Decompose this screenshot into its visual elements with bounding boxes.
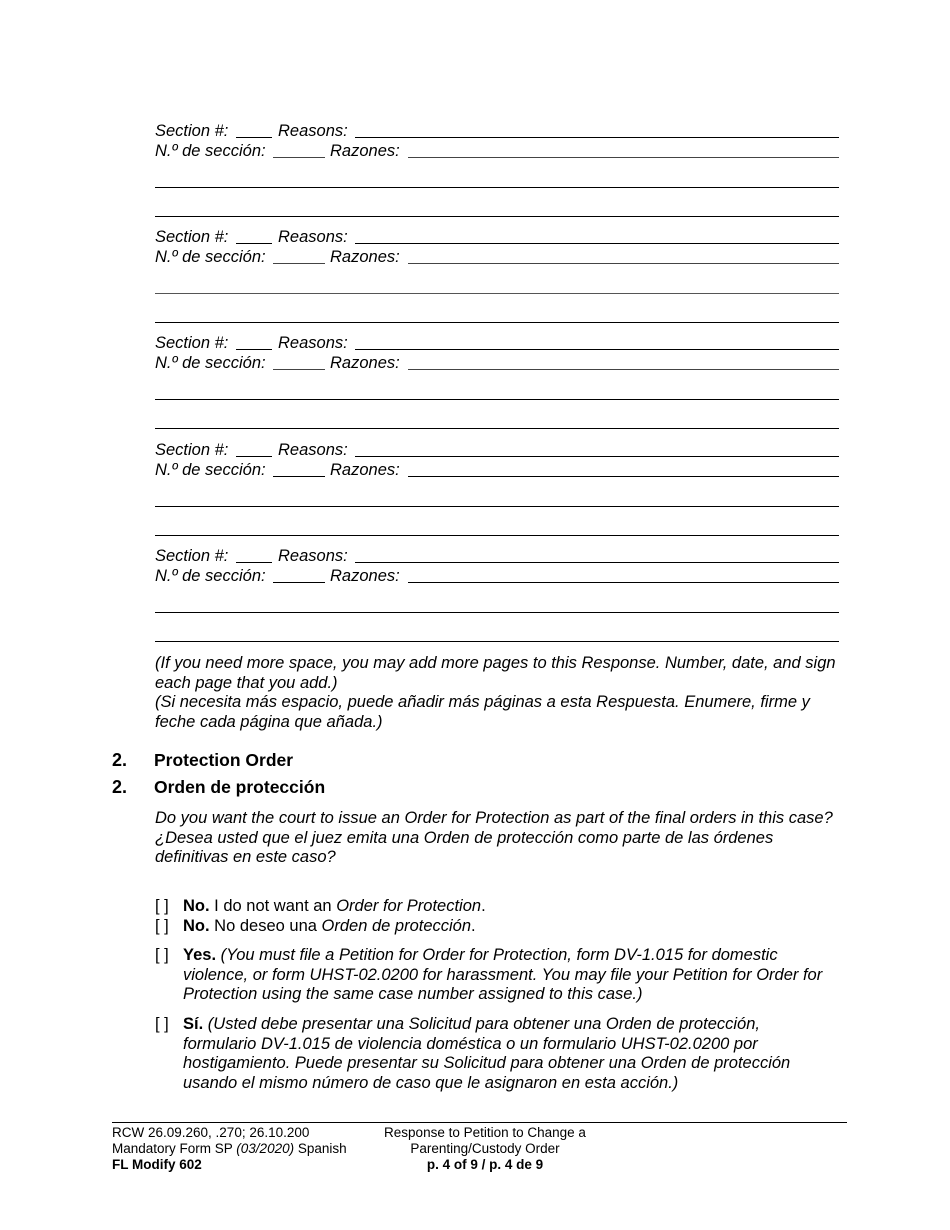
footer-title-line1: Response to Petition to Change a	[384, 1125, 586, 1140]
section-number-field[interactable]	[236, 121, 272, 138]
option-end: .	[481, 897, 486, 915]
option-end: .	[471, 917, 476, 935]
reasons-field-es[interactable]	[408, 353, 839, 370]
section-number-field-es[interactable]	[273, 566, 325, 583]
option-label: Sí.	[183, 1015, 204, 1033]
section-block-4	[155, 440, 839, 546]
question-en: Do you want the court to issue an Order for Protection as part of the final orders in this case?	[155, 809, 833, 827]
section-number-field-es[interactable]	[273, 141, 325, 158]
section-number: 2.	[112, 750, 128, 770]
reasons-label: Reasons:	[278, 547, 348, 565]
reasons-continuation-line[interactable]	[155, 641, 839, 642]
reasons-field[interactable]	[355, 227, 839, 244]
checkbox[interactable]: [ ]	[155, 897, 169, 915]
section-number-field[interactable]	[236, 440, 272, 457]
reasons-continuation-line[interactable]	[155, 399, 839, 400]
reasons-field[interactable]	[355, 546, 839, 563]
checkbox[interactable]: [ ]	[155, 917, 169, 935]
reasons-field[interactable]	[355, 333, 839, 350]
section-number-field[interactable]	[236, 333, 272, 350]
section-number-label: Section #:	[155, 122, 229, 140]
section-number-field-es[interactable]	[273, 353, 325, 370]
reasons-continuation-line[interactable]	[155, 293, 839, 294]
section-block-2	[155, 227, 839, 333]
reasons-label-es: Razones:	[330, 142, 400, 160]
reasons-continuation-line[interactable]	[155, 216, 839, 217]
reasons-label-es: Razones:	[330, 248, 400, 266]
footer-title	[370, 1125, 600, 1173]
option-form-name: Orden de protección	[321, 917, 472, 935]
more-space-note	[155, 654, 839, 732]
footer-rcw: RCW 26.09.260, .270; 26.10.200	[112, 1125, 310, 1140]
reasons-field-es[interactable]	[408, 141, 839, 158]
more-space-note-en: (If you need more space, you may add more pages to this Response. Number, date, and sign each page that you add.)	[155, 654, 836, 692]
reasons-field-es[interactable]	[408, 460, 839, 477]
reasons-label: Reasons:	[278, 228, 348, 246]
section-number-label: Section #:	[155, 441, 229, 459]
reasons-field[interactable]	[355, 440, 839, 457]
reasons-continuation-line[interactable]	[155, 187, 839, 188]
footer-form-line: Mandatory Form SP (03/2020) Spanish	[112, 1141, 347, 1156]
reasons-label: Reasons:	[278, 441, 348, 459]
section-number-label: Section #:	[155, 334, 229, 352]
section-number-label: Section #:	[155, 547, 229, 565]
checkbox[interactable]: [ ]	[155, 1015, 169, 1033]
section-title-es: Orden de protección	[154, 777, 326, 797]
reasons-continuation-line[interactable]	[155, 322, 839, 323]
section-number-field-es[interactable]	[273, 460, 325, 477]
footer-title-line2: Parenting/Custody Order	[410, 1141, 560, 1156]
section-number-field[interactable]	[236, 546, 272, 563]
option-label: No.	[183, 917, 210, 935]
question-es: ¿Desea usted que el juez emita una Orden de protección como parte de las órdenes definitivas en este caso?	[155, 828, 774, 866]
checkbox[interactable]: [ ]	[155, 946, 169, 964]
section-number: 2.	[112, 777, 128, 797]
reasons-label: Reasons:	[278, 122, 348, 140]
reasons-label-es: Razones:	[330, 354, 400, 372]
section-block-1	[155, 121, 839, 227]
reasons-label: Reasons:	[278, 334, 348, 352]
option-text: No deseo una	[209, 917, 322, 935]
reasons-field-es[interactable]	[408, 566, 839, 583]
section-number-label-es: N.º de sección:	[155, 567, 266, 585]
more-space-note-es: (Si necesita más espacio, puede añadir más páginas a esta Respuesta. Enumere, firme y feche cada página que añada.)	[155, 693, 810, 731]
section-number-field[interactable]	[236, 227, 272, 244]
option-text: I do not want an	[209, 897, 337, 915]
protection-order-question	[155, 809, 839, 868]
section-block-3	[155, 333, 839, 439]
option-instructions: (Usted debe presentar una Solicitud para obtener una Orden de protección, formulario DV-1.015 de violencia doméstica o un formulario UHST-02.0200 por hostigamiento. Puede presentar su Solicitud para obtener una Orden de protección usando el mismo número de caso que le asignaron en esta acción.)	[183, 1015, 791, 1092]
reasons-field-es[interactable]	[408, 247, 839, 264]
section-number-label-es: N.º de sección:	[155, 142, 266, 160]
section-number-label: Section #:	[155, 228, 229, 246]
reasons-continuation-line[interactable]	[155, 612, 839, 613]
section-number-label-es: N.º de sección:	[155, 354, 266, 372]
section-title: Protection Order	[154, 750, 294, 770]
reasons-continuation-line[interactable]	[155, 506, 839, 507]
section-number-label-es: N.º de sección:	[155, 248, 266, 266]
section-block-5	[155, 546, 839, 652]
reasons-continuation-line[interactable]	[155, 535, 839, 536]
reasons-field[interactable]	[355, 121, 839, 138]
footer-citation	[112, 1125, 372, 1173]
option-label: Yes.	[183, 946, 217, 964]
footer-page-number: p. 4 of 9 / p. 4 de 9	[426, 1157, 544, 1172]
footer-form-id: FL Modify 602	[112, 1157, 202, 1172]
reasons-continuation-line[interactable]	[155, 428, 839, 429]
option-form-name: Order for Protection	[336, 897, 482, 915]
page-footer	[112, 1122, 847, 1172]
option-label: No.	[183, 897, 210, 915]
reasons-label-es: Razones:	[330, 567, 400, 585]
option-instructions: (You must file a Petition for Order for Protection, form DV-1.015 for domestic violence, or form UHST-02.0200 for harassment. You may file your Petition for Order for Protection using the same case number assigned to this case.)	[183, 946, 823, 1003]
section-number-label-es: N.º de sección:	[155, 461, 266, 479]
reasons-label-es: Razones:	[330, 461, 400, 479]
section-number-field-es[interactable]	[273, 247, 325, 264]
